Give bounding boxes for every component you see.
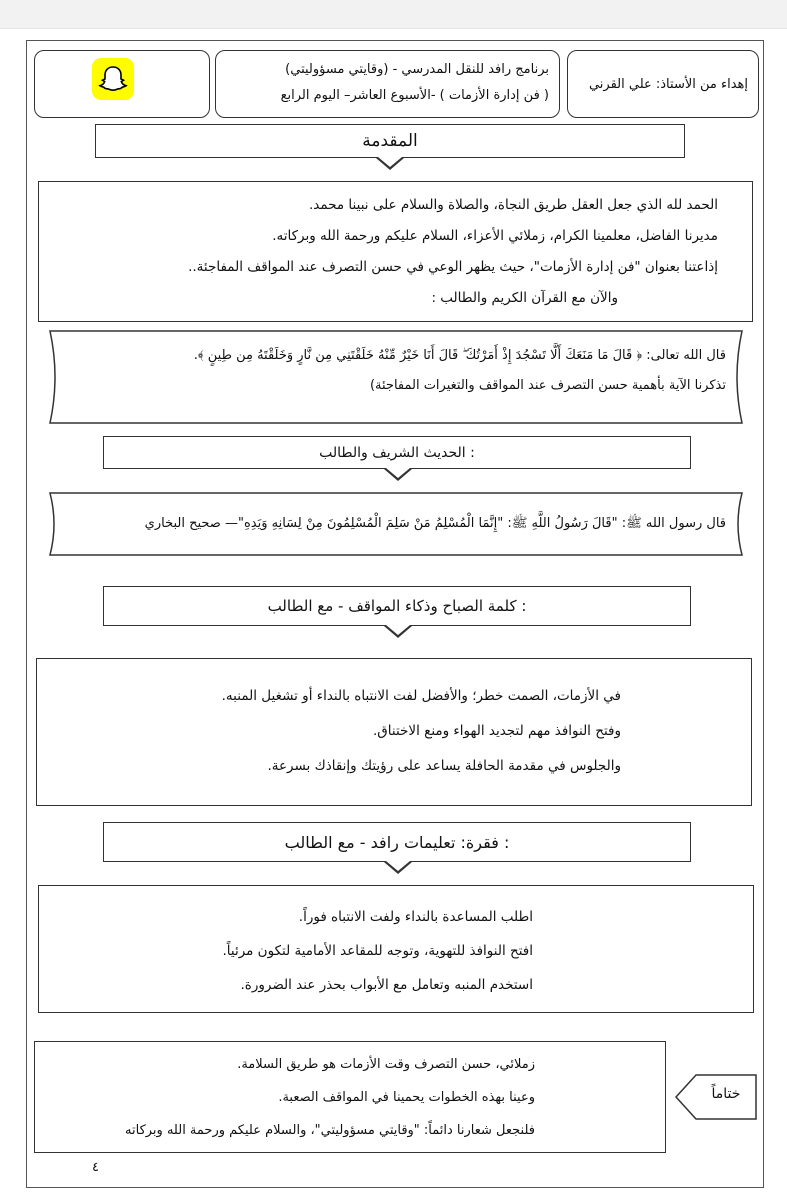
intro-line: إذاعتنا بعنوان "فن إدارة الأزمات"، حيث يظهر الوعي في حسن التصرف عند المواقف المفاجئة.. [188, 259, 718, 275]
morning-word-line: والجلوس في مقدمة الحافلة يساعد على رؤيتك وإنقاذك بسرعة. [267, 758, 621, 774]
instructions-heading [103, 822, 691, 862]
intro-line: الحمد لله الذي جعل العقل طريق النجاة، والصلاة والسلام على نبينا محمد. [309, 197, 718, 213]
intro-heading [95, 124, 685, 158]
quran-note: تذكرنا الآية بأهمية حسن التصرف عند المواقف والتغيرات المفاجئة) [369, 378, 726, 393]
instructions-box [38, 885, 754, 1013]
top-strip [0, 0, 787, 29]
intro-line: والآن مع القرآن الكريم والطالب : [431, 290, 618, 306]
instructions-line: استخدم المنبه وتعامل مع الأبواب بحذر عند الضرورة. [240, 977, 533, 993]
closing-line: وعينا بهذه الخطوات يحمينا في المواقف الصعبة. [278, 1090, 535, 1105]
closing-line: فلنجعل شعارنا دائماً: "وقايتي مسؤوليتي"، والسلام عليكم ورحمة الله وبركاته [125, 1123, 535, 1138]
hadith-scroll-box [36, 491, 756, 557]
quran-scroll-box [36, 329, 756, 425]
morning-word-heading [103, 586, 691, 626]
arrow-down-icon [384, 469, 412, 481]
quran-verse: قال الله تعالى: ﴿ قَالَ مَا مَنَعَكَ أَلَّا تَسْجُدَ إِذْ أَمَرْتُكَ ۖ قَالَ أَنَا خَيْرٌ مِّنْهُ خَلَقْتَنِي مِن نَّارٍ وَخَلَقْتَهُ مِن طِينٍ ﴾. [193, 348, 726, 363]
program-title-line1: برنامج رافد للنقل المدرسي - (وقايتي مسؤوليتي) [285, 62, 549, 77]
morning-word-box [36, 658, 752, 806]
intro-title: المقدمة [362, 131, 418, 151]
morning-word-line: وفتح النوافذ مهم لتجديد الهواء ومنع الاختناق. [373, 723, 621, 739]
author-name: إهداء من الأستاذ: علي القرني [588, 76, 748, 92]
morning-word-title: كلمة الصباح وذكاء المواقف - مع الطالب : [267, 597, 527, 615]
program-title-box [215, 50, 560, 118]
snapchat-ghost-icon [92, 58, 134, 100]
closing-line: زملائي، حسن التصرف وقت الأزمات هو طريق السلامة. [237, 1057, 535, 1072]
morning-word-line: في الأزمات، الصمت خطر؛ والأفضل لفت الانتباه بالنداء أو تشغيل المنبه. [221, 688, 621, 704]
intro-line: مديرنا الفاضل، معلمينا الكرام، زملائي الأعزاء، السلام عليكم ورحمة الله وبركاته. [272, 228, 718, 244]
closing-label-arrow [674, 1072, 758, 1122]
hadith-title: الحديث الشريف والطالب : [319, 444, 475, 461]
arrow-down-icon [384, 862, 412, 874]
author-box [567, 50, 759, 118]
closing-box [34, 1041, 666, 1153]
arrow-down-icon [376, 158, 404, 170]
hadith-text: قال رسول الله ﷺ: "قَالَ رَسُولُ اللَّهِ ﷺ: "إِنَّمَا الْمُسْلِمُ مَنْ سَلِمَ الْمُسْلِمُونَ مِنْ لِسَانِهِ وَيَدِهِ"— صحيح البخاري [144, 516, 726, 531]
instructions-title: فقرة: تعليمات رافد - مع الطالب : [284, 832, 510, 852]
arrow-down-icon [384, 626, 412, 638]
program-title-line2: ( فن إدارة الأزمات ) -الأسبوع العاشر– اليوم الرابع [280, 88, 549, 103]
intro-box [38, 181, 753, 322]
page-number: ٤ [92, 1160, 99, 1175]
closing-label: ختاماً [711, 1086, 741, 1102]
hadith-heading [103, 436, 691, 469]
instructions-line: اطلب المساعدة بالنداء ولفت الانتباه فوراً. [298, 909, 533, 925]
instructions-line: افتح النوافذ للتهوية، وتوجه للمقاعد الأمامية لتكون مرئياً. [222, 943, 533, 959]
